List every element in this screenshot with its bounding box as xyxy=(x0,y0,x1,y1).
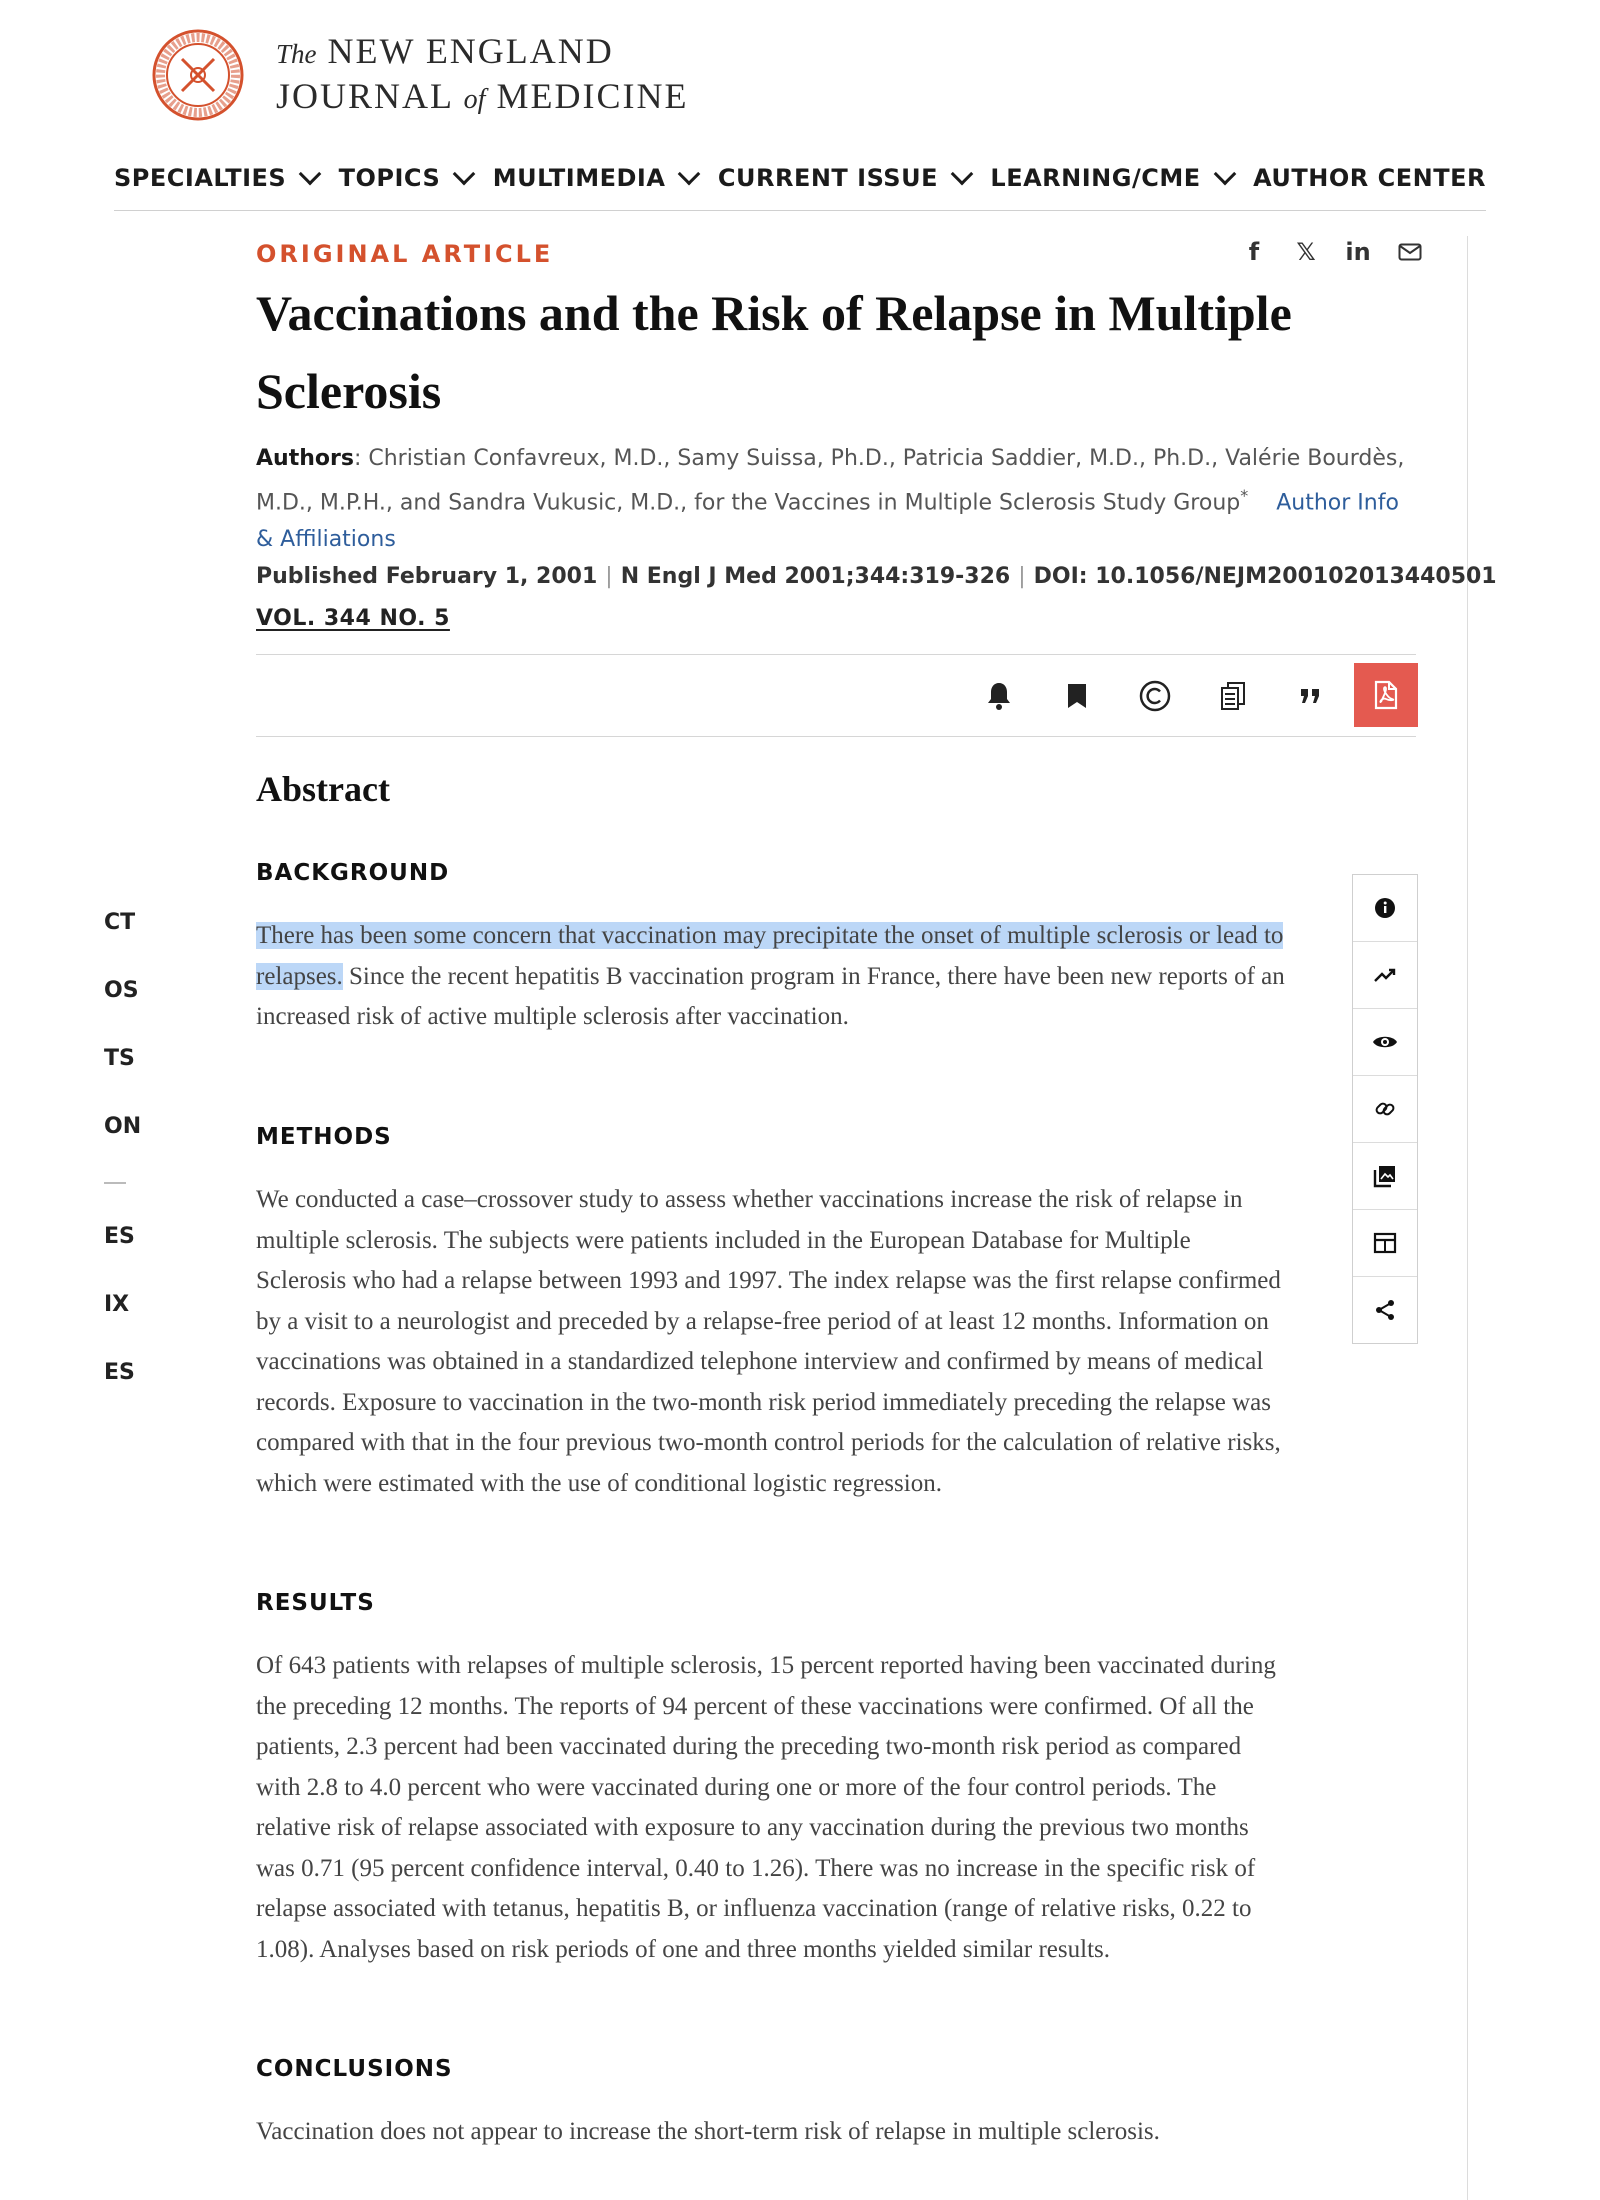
section-nav-item[interactable]: ON xyxy=(104,1114,142,1139)
nav-label: TOPICS xyxy=(338,164,441,192)
nav-learning-cme[interactable] xyxy=(990,164,1232,192)
masthead-medicine: MEDICINE xyxy=(496,76,689,116)
separator: | xyxy=(1018,564,1026,589)
nejm-logo-seal[interactable] xyxy=(152,29,244,121)
metrics-trend-icon[interactable] xyxy=(1353,942,1417,1009)
article-toolbar xyxy=(960,662,1350,730)
masthead-of: of xyxy=(463,84,486,115)
content-right-divider xyxy=(1467,236,1468,2200)
cite-quote-icon[interactable] xyxy=(1272,662,1350,730)
info-icon[interactable] xyxy=(1353,875,1417,942)
pdf-icon xyxy=(1373,680,1399,710)
authors-block: Authors: Christian Confavreux, M.D., Samy Suissa, Ph.D., Patricia Saddier, M.D., Ph.D., Valérie Bourdès, M.D., M.P.H., and Sandra Vukusic, M.D., for the Vaccines in Multiple Sclerosis Study Group* Author Info & Affiliations xyxy=(256,446,1405,553)
x-twitter-icon[interactable] xyxy=(1290,236,1322,268)
linkedin-icon[interactable] xyxy=(1342,236,1374,268)
article-title: Vaccinations and the Risk of Relapse in Multiple Sclerosis xyxy=(256,285,1292,419)
images-gallery-icon[interactable] xyxy=(1353,1143,1417,1210)
separator: | xyxy=(605,564,613,589)
facebook-glyph: f xyxy=(1248,238,1260,266)
conclusions-heading: CONCLUSIONS xyxy=(256,2056,453,2082)
published-date: Published February 1, 2001 xyxy=(256,564,598,589)
link-icon[interactable] xyxy=(1353,1076,1417,1143)
toolbar-divider-bottom xyxy=(256,736,1416,737)
chevron-down-icon xyxy=(1213,163,1236,186)
facebook-icon[interactable] xyxy=(1238,236,1270,268)
section-nav-item[interactable]: IX xyxy=(104,1292,130,1317)
nav-multimedia[interactable] xyxy=(493,164,698,192)
publication-line xyxy=(256,564,1497,589)
author-info-link[interactable]: Author Info & Affiliations xyxy=(256,490,1399,553)
section-nav-item[interactable]: TS xyxy=(104,1046,135,1071)
authors-footnote-mark: * xyxy=(1240,486,1249,505)
nav-label: MULTIMEDIA xyxy=(492,164,666,192)
section-nav-item[interactable]: CT xyxy=(104,910,136,935)
main-navigation xyxy=(114,164,1486,192)
journal-masthead[interactable] xyxy=(276,30,688,121)
x-glyph: 𝕏 xyxy=(1296,238,1316,266)
chevron-down-icon xyxy=(299,163,322,186)
chevron-down-icon xyxy=(951,163,974,186)
section-nav-divider xyxy=(104,1182,126,1184)
section-nav-item[interactable]: ES xyxy=(104,1360,135,1385)
doi[interactable]: DOI: 10.1056/NEJM200102013440501 xyxy=(1033,564,1497,589)
methods-heading: METHODS xyxy=(256,1124,392,1150)
background-heading: BACKGROUND xyxy=(256,860,450,886)
nav-current-issue[interactable] xyxy=(718,164,970,192)
masthead-journal: JOURNAL xyxy=(276,76,453,116)
nav-label: AUTHOR CENTER xyxy=(1253,164,1486,192)
nav-topics[interactable] xyxy=(339,164,473,192)
masthead-line1: NEW ENGLAND xyxy=(327,31,614,71)
authors-label: Authors xyxy=(256,446,354,471)
nav-author-center[interactable] xyxy=(1253,164,1486,192)
section-nav-item[interactable]: ES xyxy=(104,1224,135,1249)
article-type-label: ORIGINAL ARTICLE xyxy=(256,240,554,268)
toolbar-divider-top xyxy=(256,654,1416,655)
selected-text-highlight[interactable]: There has been some concern that vaccination may precipitate the onset of multiple sclerosis or lead to relapses. xyxy=(256,922,1284,990)
copyright-permissions-icon[interactable] xyxy=(1116,662,1194,730)
bookmark-icon[interactable] xyxy=(1038,662,1116,730)
nav-label: LEARNING/CME xyxy=(990,164,1201,192)
email-icon[interactable] xyxy=(1394,236,1426,268)
alert-bell-icon[interactable] xyxy=(960,662,1038,730)
share-icon[interactable] xyxy=(1353,1277,1417,1343)
copy-documents-icon[interactable] xyxy=(1194,662,1272,730)
chevron-down-icon xyxy=(678,163,701,186)
section-nav-item[interactable]: OS xyxy=(104,978,139,1003)
background-paragraph xyxy=(256,916,1286,1038)
results-paragraph: Of 643 patients with relapses of multiple sclerosis, 15 percent reported having been vaccinated during the preceding 12 months. The reports of 94 percent of these vaccinations were confirmed. Of all the patients, 2.3 percent had been vaccinated during the preceding two-month risk period as compared with 2.8 to 4.0 percent who were vaccinated during one or more of the four control periods. The relative risk of relapse associated with exposure to any vaccination during the previous two months was 0.71 (95 percent confidence interval, 0.40 to 1.26). There was no increase in the specific risk of relapse associated with tetanus, hepatitis B, or influenza vaccination (range of relative risks, 0.22 to 1.08). Analyses based on risk periods of one and three months yielded similar results. xyxy=(256,1652,1276,1963)
citation: N Engl J Med 2001;344:319-326 xyxy=(620,564,1011,589)
chevron-down-icon xyxy=(453,163,476,186)
linkedin-glyph: in xyxy=(1345,238,1371,266)
authors-list: Christian Confavreux, M.D., Samy Suissa, Ph.D., Patricia Saddier, M.D., Ph.D., Valérie Bourdès, M.D., M.P.H., and Sandra Vukusic, M.D., for the Vaccines in Multiple Sclerosis Study Group xyxy=(256,446,1405,516)
background-text: Since the recent hepatitis B vaccination program in France, there have been new reports of an increased risk of active multiple sclerosis after vaccination. xyxy=(256,962,1285,1030)
eye-icon[interactable] xyxy=(1353,1009,1417,1076)
nav-label: SPECIALTIES xyxy=(114,164,287,192)
methods-paragraph: We conducted a case–crossover study to assess whether vaccinations increase the risk of relapse in multiple sclerosis. The subjects were patients included in the European Database for Multiple Sclerosis who had a relapse between 1993 and 1997. The index relapse was the first relapse confirmed by a visit to a neurologist and preceded by a relapse-free period of at least 12 months. Information on vaccinations was obtained in a standardized telephone interview and confirmed by means of medical records. Exposure to vaccination in the two-month risk period immediately preceding the relapse was compared with that in the four previous two-month control periods for the calculation of relative risks, which were estimated with the use of conditional logistic regression. xyxy=(256,1186,1281,1497)
nav-divider xyxy=(114,210,1486,211)
abstract-heading: Abstract xyxy=(256,769,390,809)
article-tool-rail xyxy=(1352,874,1418,1344)
volume-link[interactable]: VOL. 344 NO. 5 xyxy=(256,606,450,631)
nav-specialties[interactable] xyxy=(114,164,318,192)
pdf-download-button[interactable] xyxy=(1354,663,1418,727)
conclusions-paragraph: Vaccination does not appear to increase the short-term risk of relapse in multiple sclerosis. xyxy=(256,2118,1160,2145)
share-bar xyxy=(1238,236,1426,268)
tables-icon[interactable] xyxy=(1353,1210,1417,1277)
results-heading: RESULTS xyxy=(256,1590,375,1616)
nav-label: CURRENT ISSUE xyxy=(717,164,938,192)
masthead-the: The xyxy=(276,39,317,69)
